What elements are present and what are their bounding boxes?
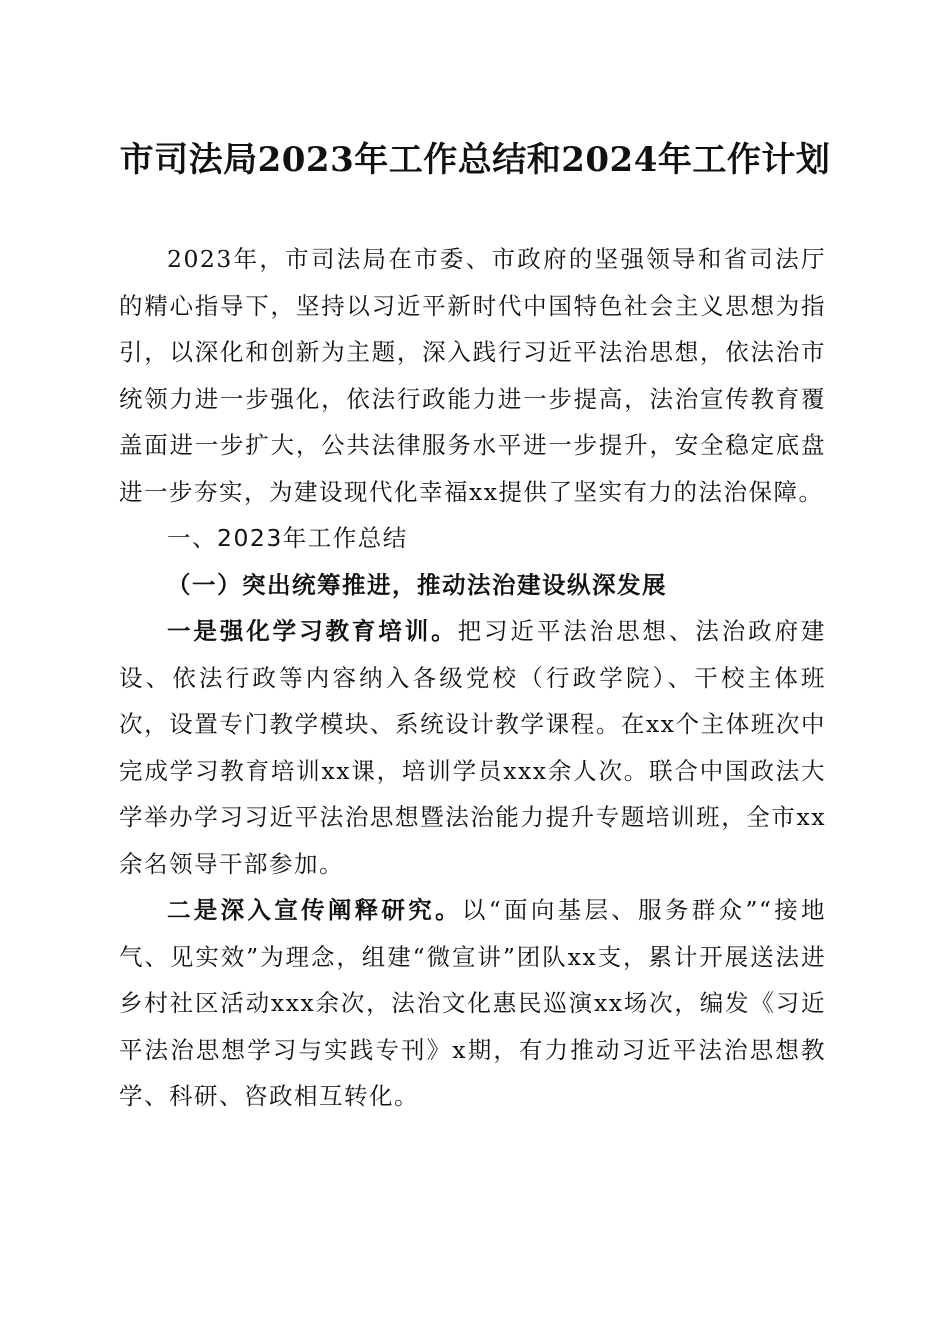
paragraph-body: 把习近平法治思想、法治政府建设、依法行政等内容纳入各级党校（行政学院）、干校主体班次，设置专门教学模块、系统设计教学课程。在xx个主体班次中完成学习教育培训xx课，培训学员xxx余人次。联合中国政法大学举办学习习近平法治思想暨法治能力提升专题培训班，全市xx余名领导干部参加。: [119, 617, 827, 878]
document-title: 市司法局2023年工作总结和2024年工作计划: [119, 140, 831, 180]
paragraph-body: 以“面向基层、服务群众”“接地气、见实效”为理念，组建“微宣讲”团队xx支，累计开展送法进乡村社区活动xxx余次，法治文化惠民巡演xx场次，编发《习近平法治思想学习与实践专刊》x期，有力推动习近平法治思想教学、科研、咨政相互转化。: [119, 896, 827, 1110]
section-heading: 一、2023年工作总结: [167, 524, 408, 552]
paragraph-lead: 一是强化学习教育培训。: [167, 617, 458, 645]
paragraph-training: [119, 608, 826, 887]
intro-paragraph: 2023年，市司法局在市委、市政府的坚强领导和省司法厅的精心指导下，坚持以习近平新时代中国特色社会主义思想为指引，以深化和创新为主题，深入践行习近平法治思想，依法治市统领力进一步强化，依法行政能力进一步提高，法治宣传教育覆盖面进一步扩大，公共法律服务水平进一步提升，安全稳定底盘进一步夯实，为建设现代化幸福xx提供了坚实有力的法治保障。: [119, 245, 826, 506]
subsection-heading: （一）突出统筹推进，推动法治建设纵深发展: [167, 570, 667, 599]
document-body: [119, 236, 826, 1120]
paragraph-lead: 二是深入宣传阐释研究。: [167, 896, 462, 924]
paragraph-publicity: [119, 887, 826, 1120]
